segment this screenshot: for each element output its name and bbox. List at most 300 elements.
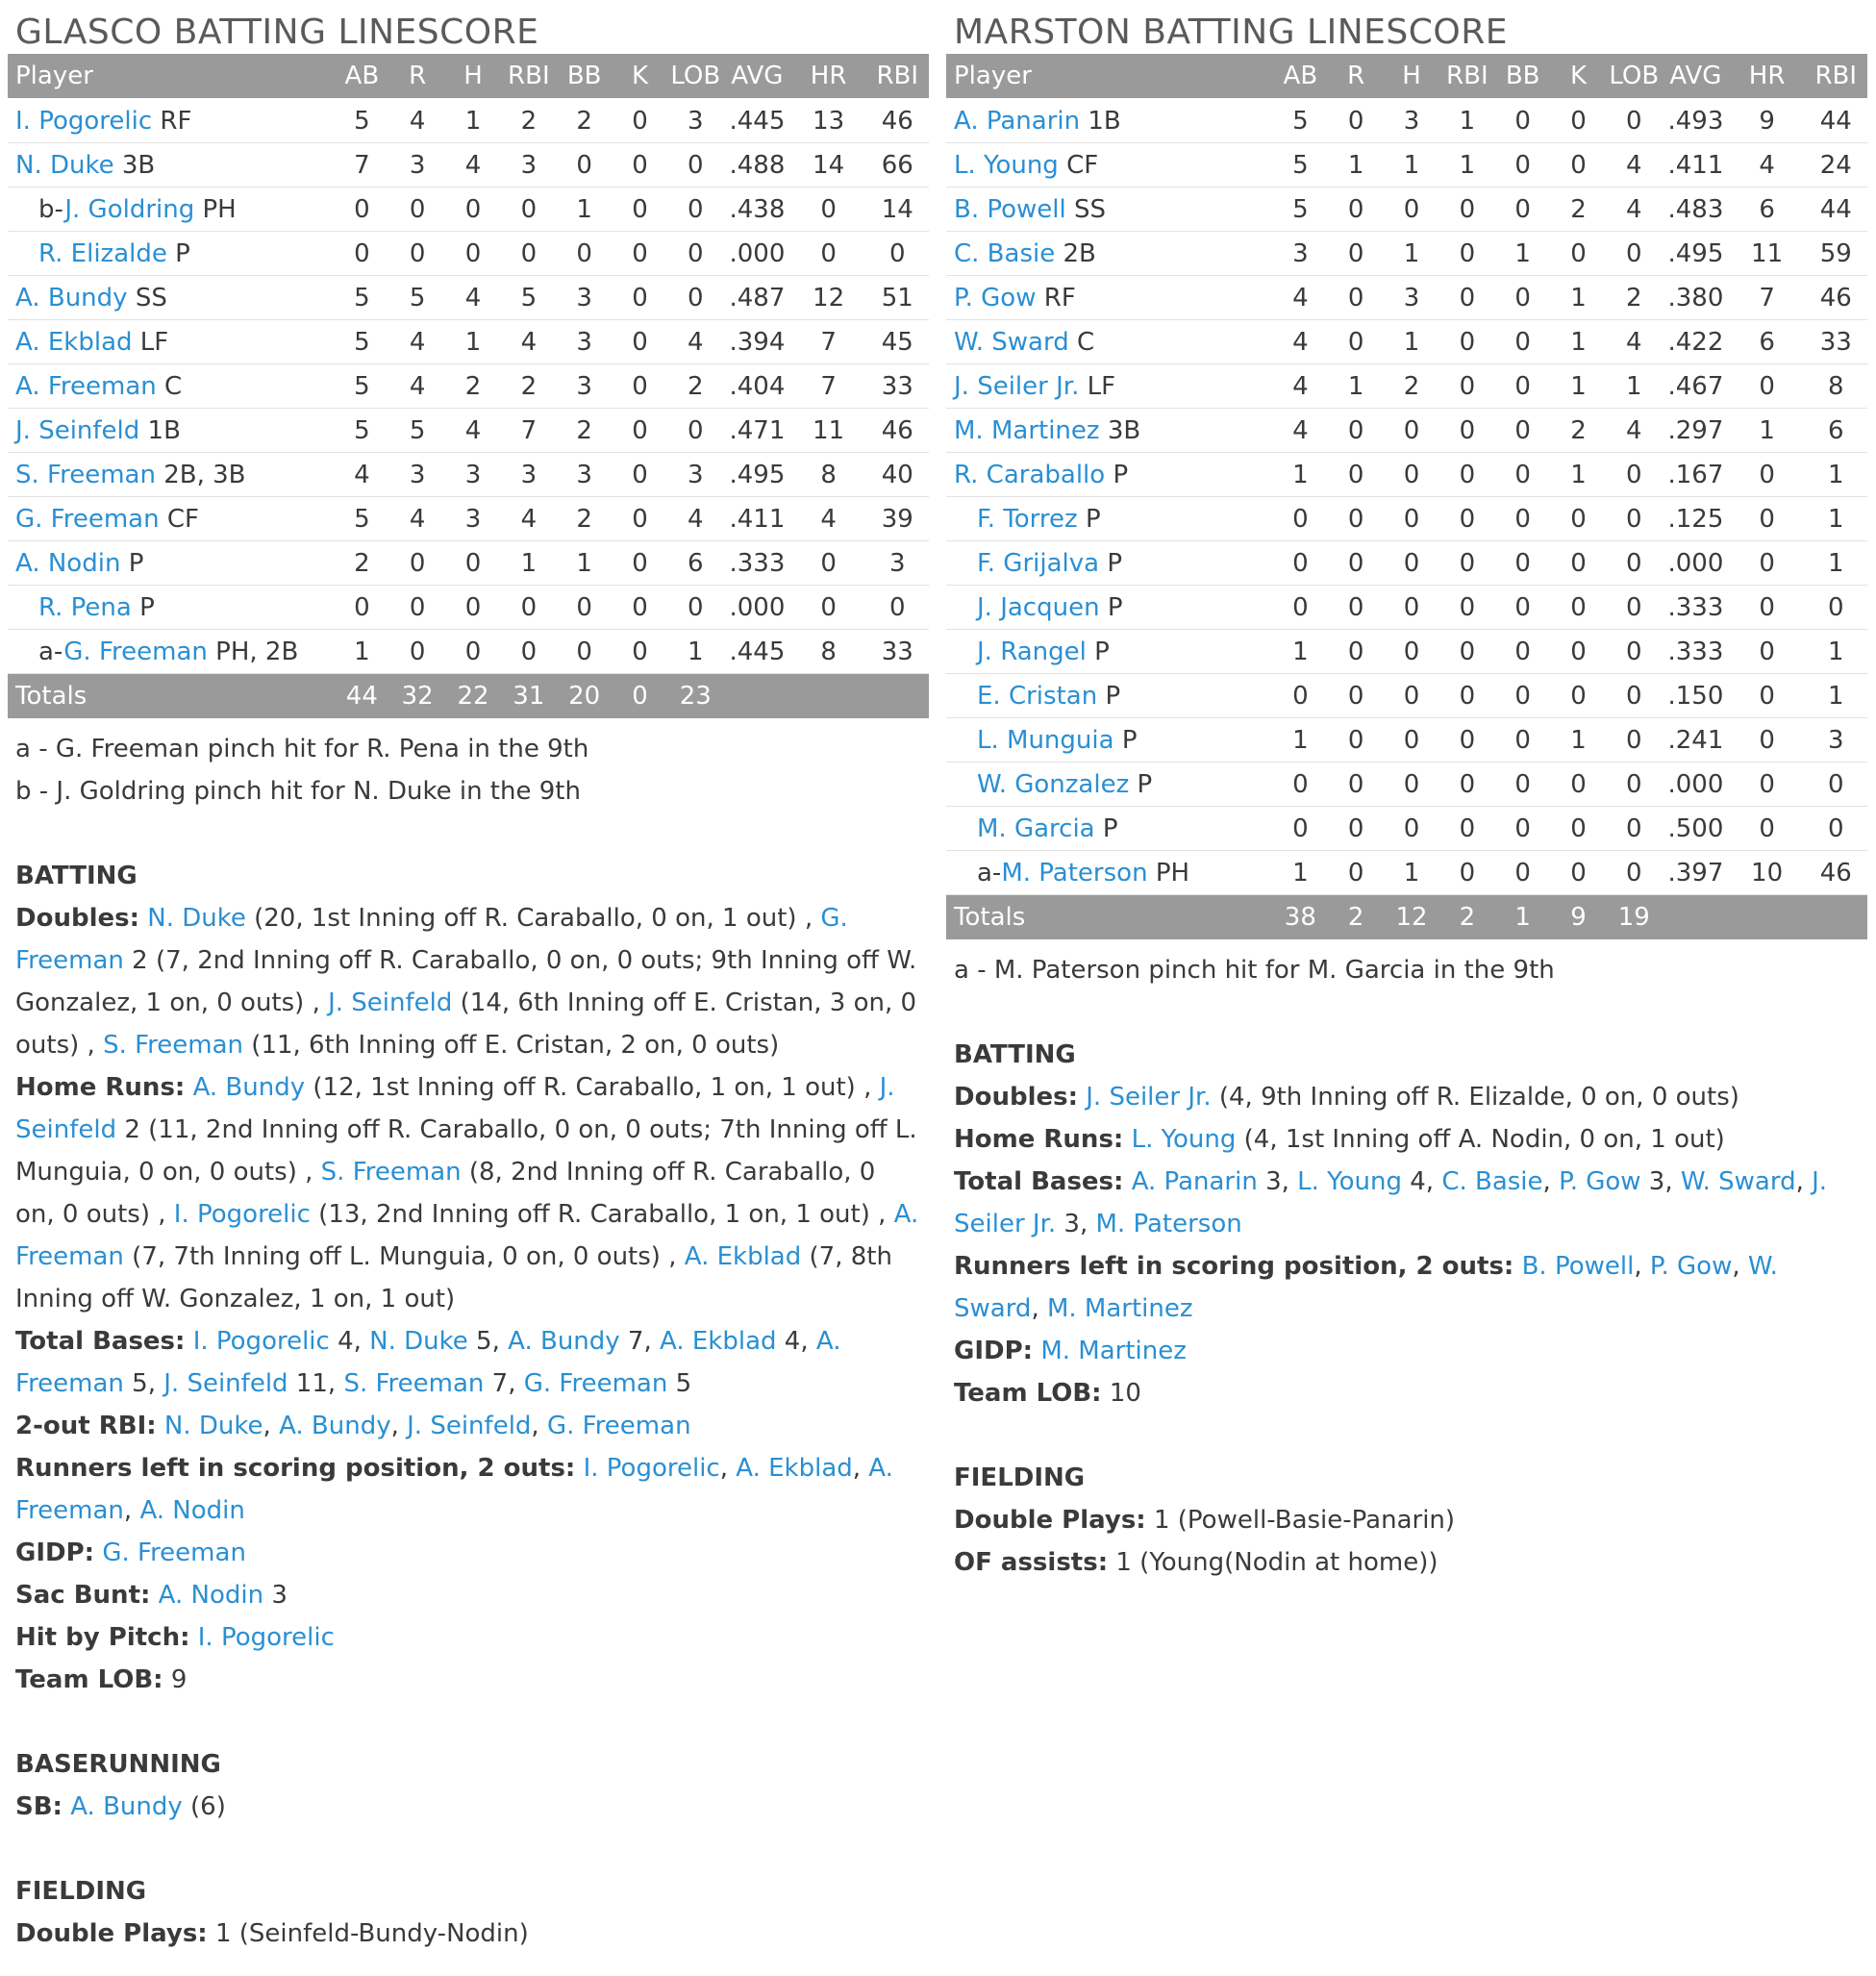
player-link[interactable]: S. Freeman [343,1369,485,1398]
column-header-ab: AB [334,54,389,99]
stat-hr: 0 [1730,674,1805,718]
stat-k: 0 [613,364,668,409]
player-link[interactable]: W. Sward [954,327,1069,357]
player-link[interactable]: J. Jacquen [977,592,1100,622]
marston-column [946,0,1867,1584]
player-row [946,143,1867,188]
stat-bb: 0 [557,232,613,276]
player-link[interactable]: E. Cristan [977,681,1098,711]
player-position: P [175,238,190,268]
stat-r: 0 [1328,807,1384,851]
stat-lob: 2 [667,364,723,409]
player-position: 3B [121,150,156,180]
column-header-r: R [1328,54,1384,99]
stat-lob: 3 [667,453,723,497]
player-link[interactable]: I. Pogorelic [15,106,153,136]
stat-hr: 7 [791,320,866,364]
stat-text: 7, [619,1327,661,1356]
batting-linescore-table [946,54,1867,939]
player-link[interactable]: F. Grijalva [977,548,1100,578]
stat-text: 3 [263,1581,288,1610]
player-link[interactable]: A. Freeman [15,371,157,401]
stat-ab: 1 [1272,851,1328,895]
total-avg [723,674,790,719]
player-link[interactable]: A. Panarin [954,106,1081,136]
stat-avg: .493 [1662,99,1729,143]
stat-k: 0 [613,188,668,232]
player-link[interactable]: A. Bundy [70,1792,183,1821]
stat-label: GIDP: [954,1337,1034,1365]
stat-hr: 0 [791,541,866,586]
stat-ab: 0 [1272,807,1328,851]
stat-ab: 0 [334,586,389,630]
stat-k: 1 [1551,276,1607,320]
stat-h: 1 [445,320,501,364]
player-position: 1B [1088,106,1121,136]
stat-k: 0 [1551,541,1607,586]
stat-ab: 4 [1272,409,1328,453]
player-link[interactable]: A. Ekblad [684,1242,802,1271]
stat-text: 3, [1640,1167,1681,1196]
player-position: RF [160,106,192,136]
stat-r: 1 [1328,364,1384,409]
player-link[interactable]: N. Duke [147,904,246,933]
player-link[interactable]: C. Basie [954,238,1056,268]
player-link[interactable]: J. Seinfeld [15,1073,895,1144]
column-header-lob: LOB [1606,54,1662,99]
stat-r: 4 [389,497,445,541]
stat-avg: .411 [723,497,790,541]
stat-item-of-assists [954,1541,1860,1584]
stat-rbi: 33 [866,364,929,409]
player-cell [946,497,1272,541]
stat-lob: 4 [1606,409,1662,453]
stat-ab: 3 [1272,232,1328,276]
stat-avg: .333 [1662,586,1729,630]
player-link[interactable]: M. Paterson [1095,1210,1242,1238]
player-link[interactable]: J. Seiler Jr. [954,371,1080,401]
stat-ab: 5 [334,497,389,541]
stat-h: 0 [445,541,501,586]
stat-avg: .000 [723,586,790,630]
stat-text: (4, 9th Inning off R. Elizalde, 0 on, 0 outs) [1211,1083,1739,1112]
total-k: 9 [1551,895,1607,940]
stat-r: 0 [1328,541,1384,586]
stat-bb: 3 [557,276,613,320]
player-row [946,99,1867,143]
stat-bb: 0 [557,143,613,188]
player-row [946,807,1867,851]
player-link[interactable]: A. Bundy [192,1073,306,1102]
stat-rbi: 7 [501,409,557,453]
player-link[interactable]: R. Elizalde [38,238,167,268]
stat-h: 4 [445,276,501,320]
stat-r: 0 [1328,586,1384,630]
player-position: P [139,592,155,622]
column-header-k: K [613,54,668,99]
player-row [8,586,929,630]
player-link[interactable]: R. Caraballo [954,460,1106,489]
player-cell [946,630,1272,674]
player-link[interactable]: A. Ekblad [15,327,133,357]
column-header-bb: BB [557,54,613,99]
stat-rbi: 39 [866,497,929,541]
stat-label: Doubles: [954,1083,1078,1112]
stat-ab: 5 [1272,99,1328,143]
player-link[interactable]: J. Seinfeld [407,1412,532,1440]
stat-h: 1 [1384,143,1439,188]
player-link[interactable]: C. Basie [1441,1167,1543,1196]
stat-rbi: 51 [866,276,929,320]
player-link[interactable]: A. Ekblad [660,1327,777,1356]
stat-lob: 0 [1606,497,1662,541]
stat-rbi: 0 [501,630,557,674]
player-link[interactable]: A. Panarin [1131,1167,1258,1196]
player-link[interactable]: A. Nodin [139,1496,245,1525]
player-link[interactable]: B. Powell [1521,1252,1635,1281]
stat-hr: 0 [791,232,866,276]
player-link[interactable]: I. Pogorelic [192,1327,330,1356]
stat-rbi: 0 [1439,763,1495,807]
stat-avg: .483 [1662,188,1729,232]
player-row [946,674,1867,718]
player-cell [946,143,1272,188]
stat-r: 4 [389,99,445,143]
stat-r: 5 [389,409,445,453]
stat-r: 0 [1328,188,1384,232]
player-row [8,188,929,232]
player-cell [946,453,1272,497]
player-link[interactable]: P. Gow [954,283,1037,313]
player-link[interactable]: F. Torrez [977,504,1078,534]
stat-h: 1 [445,99,501,143]
player-link[interactable]: L. Munguia [977,725,1114,755]
section-batting [8,855,929,1701]
total-r: 32 [389,674,445,719]
player-link[interactable]: A. Bundy [508,1327,620,1356]
stat-k: 1 [1551,364,1607,409]
stat-avg: .404 [723,364,790,409]
stat-rbi: 0 [1439,718,1495,763]
stat-r: 0 [389,630,445,674]
stat-item-2-out-rbi [15,1405,921,1447]
stat-r: 4 [389,364,445,409]
stat-ab: 5 [1272,188,1328,232]
stat-ab: 5 [1272,143,1328,188]
stat-text: , [1795,1167,1813,1196]
stat-lob: 0 [667,276,723,320]
player-link[interactable]: G. Freeman [523,1369,668,1398]
player-link[interactable]: L. Young [954,150,1059,180]
stat-k: 1 [1551,718,1607,763]
stat-rbi: 40 [866,453,929,497]
player-link[interactable]: A. Freeman [15,1454,893,1525]
stat-rbi: 1 [1439,99,1495,143]
stat-r: 0 [1328,453,1384,497]
stat-hr: 0 [1730,630,1805,674]
player-link[interactable]: I. Pogorelic [173,1200,311,1229]
player-link[interactable]: M. Martinez [954,415,1100,445]
total-hr [1730,895,1805,940]
player-row [8,276,929,320]
stat-avg: .438 [723,188,790,232]
stat-lob: 0 [667,232,723,276]
player-link[interactable]: W. Gonzalez [977,769,1130,799]
player-link[interactable]: J. Goldring [64,194,195,224]
stat-k: 2 [1551,409,1607,453]
player-position: P [1105,681,1121,711]
player-link[interactable]: P. Gow [1559,1167,1641,1196]
total-lob: 23 [667,674,723,719]
stat-lob: 1 [1606,364,1662,409]
player-link[interactable]: G. Freeman [546,1412,691,1440]
stat-rbi: 4 [501,497,557,541]
player-link[interactable]: M. Martinez [1040,1337,1187,1365]
stat-item-total-bases [954,1161,1860,1245]
stat-lob: 0 [1606,630,1662,674]
column-header-hr: HR [791,54,866,99]
stat-ab: 1 [1272,718,1328,763]
stat-ab: 1 [1272,630,1328,674]
player-link[interactable]: J. Seinfeld [163,1369,288,1398]
stat-text: , [263,1412,280,1440]
player-link[interactable]: G. Freeman [63,637,208,666]
sub-note: b - J. Goldring pinch hit for N. Duke in the 9th [15,777,581,806]
stat-item-double-plays [954,1499,1860,1541]
total-k: 0 [613,674,668,719]
stat-lob: 6 [667,541,723,586]
stat-text: 2 (11, 2nd Inning off R. Caraballo, 0 on, 0 outs; 7th Inning off L. Munguia, 0 on, 0 outs) , [15,1115,917,1187]
player-link[interactable]: J. Rangel [977,637,1087,666]
stat-ab: 0 [1272,541,1328,586]
stat-rbi: 0 [1439,630,1495,674]
player-link[interactable]: A. Freeman [15,1200,919,1271]
stat-item-doubles [15,897,921,1066]
total-lob: 19 [1606,895,1662,940]
stat-h: 3 [445,497,501,541]
stat-avg: .495 [723,453,790,497]
player-link[interactable]: A. Bundy [279,1412,391,1440]
stat-h: 3 [445,453,501,497]
stat-text: 11, [288,1369,344,1398]
stat-bb: 0 [1495,364,1551,409]
stat-text: 9 [170,1665,188,1694]
stat-text: (11, 6th Inning off E. Cristan, 2 on, 0 outs) [243,1031,780,1060]
player-link[interactable]: J. Seiler Jr. [954,1167,1828,1238]
stat-h: 0 [1384,586,1439,630]
player-link[interactable]: G. Freeman [15,904,848,975]
player-link[interactable]: S. Freeman [103,1031,244,1060]
stat-lob: 0 [1606,807,1662,851]
stat-item-team-lob [15,1659,921,1701]
stat-lob: 4 [667,320,723,364]
player-cell [946,320,1272,364]
column-header-avg: AVG [723,54,790,99]
stat-lob: 2 [1606,276,1662,320]
total-rbi [1805,895,1867,940]
player-link[interactable]: A. Ekblad [736,1454,853,1483]
player-link[interactable]: A. Nodin [158,1581,264,1610]
player-cell [8,409,334,453]
stat-text: (7, 7th Inning off L. Munguia, 0 on, 0 outs) , [123,1242,685,1271]
player-link[interactable]: A. Bundy [15,283,128,313]
stat-hr: 0 [791,586,866,630]
stat-h: 0 [1384,674,1439,718]
stat-lob: 0 [1606,763,1662,807]
stat-h: 3 [1384,276,1439,320]
stat-bb: 0 [1495,320,1551,364]
player-link[interactable]: J. Seiler Jr. [1086,1083,1212,1112]
player-link[interactable]: G. Freeman [15,504,160,534]
player-position: P [1102,813,1118,843]
player-row [946,541,1867,586]
totals-label: Totals [946,895,1272,940]
stat-bb: 0 [1495,409,1551,453]
player-link[interactable]: G. Freeman [102,1538,246,1567]
total-h: 22 [445,674,501,719]
column-header-k: K [1551,54,1607,99]
player-position: P [1094,637,1110,666]
stat-hr: 6 [1730,188,1805,232]
total-ab: 38 [1272,895,1328,940]
stat-k: 0 [1551,851,1607,895]
stat-k: 0 [613,320,668,364]
stat-hr: 7 [791,364,866,409]
stat-lob: 0 [1606,851,1662,895]
player-link[interactable]: L. Young [1131,1125,1237,1154]
stat-text: (13, 2nd Inning off R. Caraballo, 1 on, 1 out) , [310,1200,894,1229]
stat-r: 3 [389,143,445,188]
player-position: CF [166,504,199,534]
stat-h: 0 [1384,541,1439,586]
player-link[interactable]: S. Freeman [15,460,156,489]
player-row [8,453,929,497]
player-row [8,232,929,276]
stat-lob: 0 [1606,232,1662,276]
player-row [8,320,929,364]
stat-hr: 11 [791,409,866,453]
stat-avg: .422 [1662,320,1729,364]
player-link[interactable]: M. Paterson [1001,858,1148,888]
player-link[interactable]: J. Seinfeld [328,988,453,1017]
total-h: 12 [1384,895,1439,940]
stat-rbi: 46 [866,99,929,143]
stat-text: 4, [1401,1167,1442,1196]
stat-r: 0 [1328,763,1384,807]
player-cell [946,276,1272,320]
stat-k: 1 [1551,453,1607,497]
stat-text: , [123,1496,140,1525]
player-link[interactable]: N. Duke [15,150,114,180]
stat-rbi: 4 [501,320,557,364]
stat-h: 0 [1384,453,1439,497]
stat-hr: 0 [791,188,866,232]
player-link[interactable]: N. Duke [163,1412,263,1440]
stat-bb: 1 [557,541,613,586]
player-link[interactable]: W. Sward [954,1252,1778,1323]
stat-text: 4, [776,1327,816,1356]
stat-lob: 4 [667,497,723,541]
stat-h: 2 [445,364,501,409]
stat-text: (20, 1st Inning off R. Caraballo, 0 on, 1 out) , [245,904,821,933]
player-link[interactable]: M. Martinez [1046,1294,1193,1323]
stat-text: 5 [667,1369,692,1398]
section-heading: FIELDING [954,1463,1086,1492]
stat-k: 0 [613,453,668,497]
team-linescore-title: MARSTON BATTING LINESCORE [954,13,1508,52]
player-link[interactable]: B. Powell [954,194,1066,224]
section-heading: BATTING [954,1040,1076,1069]
stat-lob: 1 [667,630,723,674]
column-header-hr: HR [1730,54,1805,99]
stat-r: 0 [1328,276,1384,320]
player-link[interactable]: P. Gow [1649,1252,1733,1281]
stat-lob: 0 [667,143,723,188]
player-link[interactable]: L. Young [1297,1167,1402,1196]
player-link[interactable]: R. Pena [38,592,132,622]
total-rbi: 31 [501,674,557,719]
stat-rbi: 46 [1805,276,1867,320]
substitution-notes [946,939,1867,991]
player-link[interactable]: A. Nodin [15,548,121,578]
column-header-bb: BB [1495,54,1551,99]
player-link[interactable]: S. Freeman [320,1158,462,1187]
stat-text: (14, 6th Inning off E. Cristan, 3 on, 0 outs) , [15,988,917,1060]
stat-rbi: 1 [1805,453,1867,497]
stat-text: , [852,1454,869,1483]
player-link[interactable]: I. Pogorelic [197,1623,335,1652]
stat-text: 2 (7, 2nd Inning off R. Caraballo, 0 on, 0 outs; 9th Inning off W. Gonzalez, 1 on, 0 outs) , [15,946,917,1017]
stat-hr: 6 [1730,320,1805,364]
stat-k: 0 [1551,586,1607,630]
stat-rbi: 0 [1439,807,1495,851]
player-position: P [1107,592,1123,622]
stat-label: Runners left in scoring position, 2 outs: [15,1454,576,1483]
player-position: RF [1043,283,1076,313]
stat-text: 5, [467,1327,509,1356]
player-link[interactable]: W. Sward [1680,1167,1796,1196]
stat-text: 4, [329,1327,370,1356]
stat-rbi: 0 [1439,409,1495,453]
player-row [8,541,929,586]
stat-text: , [531,1412,547,1440]
stat-bb: 3 [557,364,613,409]
stat-r: 0 [389,541,445,586]
player-link[interactable]: A. Freeman [15,1327,841,1398]
player-link[interactable]: M. Garcia [977,813,1095,843]
player-link[interactable]: J. Seinfeld [15,415,140,445]
stat-avg: .167 [1662,453,1729,497]
player-link[interactable]: N. Duke [369,1327,468,1356]
stat-text: (4, 1st Inning off A. Nodin, 0 on, 1 out) [1236,1125,1725,1154]
player-position: 1B [147,415,181,445]
stat-bb: 1 [557,188,613,232]
stat-avg: .000 [1662,763,1729,807]
stat-label: OF assists: [954,1548,1109,1577]
stat-item-gidp [954,1330,1860,1372]
player-link[interactable]: I. Pogorelic [583,1454,720,1483]
stat-r: 0 [389,586,445,630]
player-cell [946,763,1272,807]
stat-label: Team LOB: [15,1665,163,1694]
total-bb: 20 [557,674,613,719]
stat-item-runners-left-in-scoring-position-2-outs [15,1447,921,1532]
stat-text: 1 (Young(Nodin at home)) [1115,1548,1438,1577]
stat-avg: .411 [1662,143,1729,188]
stat-lob: 3 [667,99,723,143]
column-header-rbi: RBI [501,54,557,99]
player-position: LF [139,327,169,357]
